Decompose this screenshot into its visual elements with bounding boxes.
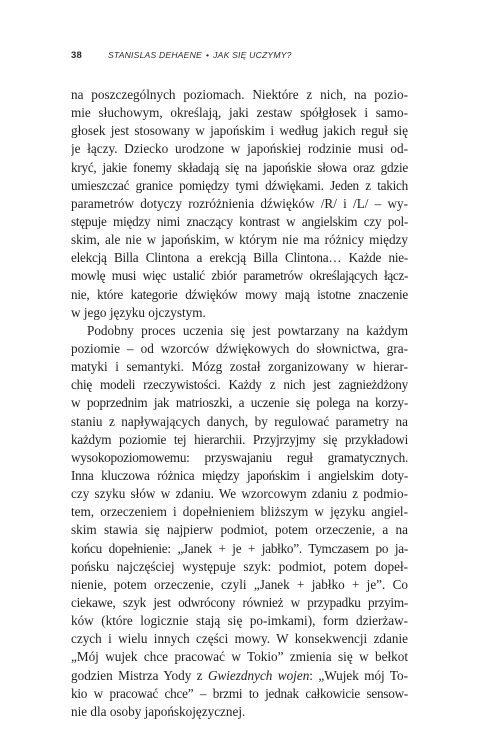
- book-title: JAK SIĘ UCZYMY?: [213, 50, 292, 60]
- text-line: je łączy. Dziecko urodzone w japońskiej rodzinie musi od-: [71, 141, 408, 157]
- text-line: w poprzednim jak matrioszki, a uczenie się polega na korzy-: [71, 395, 408, 411]
- text-line: pońsku najczęściej występuje szyk: podmiot, potem dopeł-: [71, 558, 408, 574]
- text-line: skim, ale nie w japońskim, w którym nie ma różnicy między: [71, 232, 408, 248]
- text-line: poziomie – od wzorców dźwiękowych do słownictwa, gra-: [71, 340, 408, 356]
- author-name: STANISLAS DEHAENE: [107, 50, 202, 60]
- text-line: kryć, jakie fonemy składają się na japońskie słowa oraz gdzie: [71, 159, 408, 175]
- text-line: końcu dopełnienie: „Janek + je + jabłko”. Tymczasem po ja-: [71, 540, 408, 556]
- text-line: czych i wielu innych części mowy. W konsekwencji zdanie: [71, 631, 408, 647]
- text-run: godzien Mistrza Yody z: [71, 667, 208, 683]
- text-line: umieszczać granice pomiędzy tymi dźwiękami. Jeden z takich: [71, 177, 408, 193]
- text-line: staniu z napływających danych, by regulować parametry na: [71, 413, 408, 429]
- text-line: nie, które kategorie dźwięków mowy mają istotne znaczenie: [71, 286, 408, 302]
- text-line: Inna kluczowa różnica między japońskim i angielskim doty-: [71, 467, 408, 483]
- text-line: Podobny proces uczenia się jest powtarzany na każdym: [87, 322, 408, 338]
- text-line: każdym poziomie tej hierarchii. Przyjrzyjmy się przykładowi: [71, 431, 408, 447]
- page-number: 38: [71, 49, 82, 61]
- text-line: stępuje między nimi znaczący kontrast w angielskim czy pol-: [71, 213, 408, 229]
- text-line: ciekawe, szyk jest odwrócony również w przypadku przyim-: [71, 594, 408, 610]
- text-line: mie słuchowym, określają, jaki zestaw spółgłosek i samo-: [71, 105, 408, 121]
- text-line: kio w pracować chce” – brzmi to jednak całkowicie sensow-: [71, 685, 408, 701]
- text-line: w jego języku ojczystym.: [71, 304, 206, 320]
- text-line: elekcją Billa Clintona a erekcją Billa Clintona… Każde nie-: [71, 250, 408, 266]
- text-line: parametrów dotyczy rozróżnienia dźwięków /R/ i /L/ – wy-: [71, 195, 408, 211]
- text-line: wysokopoziomowemu: przyswajaniu reguł gramatycznych.: [71, 449, 408, 465]
- text-line: skim stawia się najpierw podmiot, potem orzeczenie, a na: [71, 522, 408, 538]
- text-line: nie dla osoby japońskojęzycznej.: [71, 703, 246, 719]
- running-header: [71, 48, 409, 62]
- text-line: czy szyku słów w zdaniu. We wzorcowym zdaniu z podmio-: [71, 486, 408, 502]
- body-text: [71, 86, 408, 721]
- text-line: na poszczególnych poziomach. Niektóre z nich, na pozio-: [71, 87, 408, 102]
- running-head: [108, 50, 292, 60]
- text-line: głosek jest stosowany w japońskim i według jakich reguł się: [71, 123, 408, 139]
- text-line: tem, orzeczeniem i dopełnieniem bliższym w języku angiel-: [71, 504, 408, 520]
- text-line: matyki i semantyki. Mózg został zorganizowany w hierar-: [71, 359, 408, 375]
- header-separator: •: [205, 50, 210, 60]
- text-line: mowlę musi więc ustalić zbiór parametrów określających łącz-: [71, 268, 408, 284]
- text-line: „Mój wujek chce pracować w Tokio” zmienia się w bełkot: [71, 649, 408, 665]
- text-line-with-italic: [71, 667, 408, 685]
- text-line: chię modeli rzeczywistości. Każdy z nich jest zagnieżdżony: [71, 377, 408, 393]
- text-line: ków (które logicznie stają się po-imkami), form dzierżaw-: [71, 613, 408, 629]
- text-run: : „Wujek mój To-: [309, 667, 408, 683]
- text-line: nienie, potem orzeczenie, czyli „Janek + jabłko + je”. Co: [71, 576, 408, 592]
- italic-book-title: Gwiezdnych wojen: [207, 667, 310, 683]
